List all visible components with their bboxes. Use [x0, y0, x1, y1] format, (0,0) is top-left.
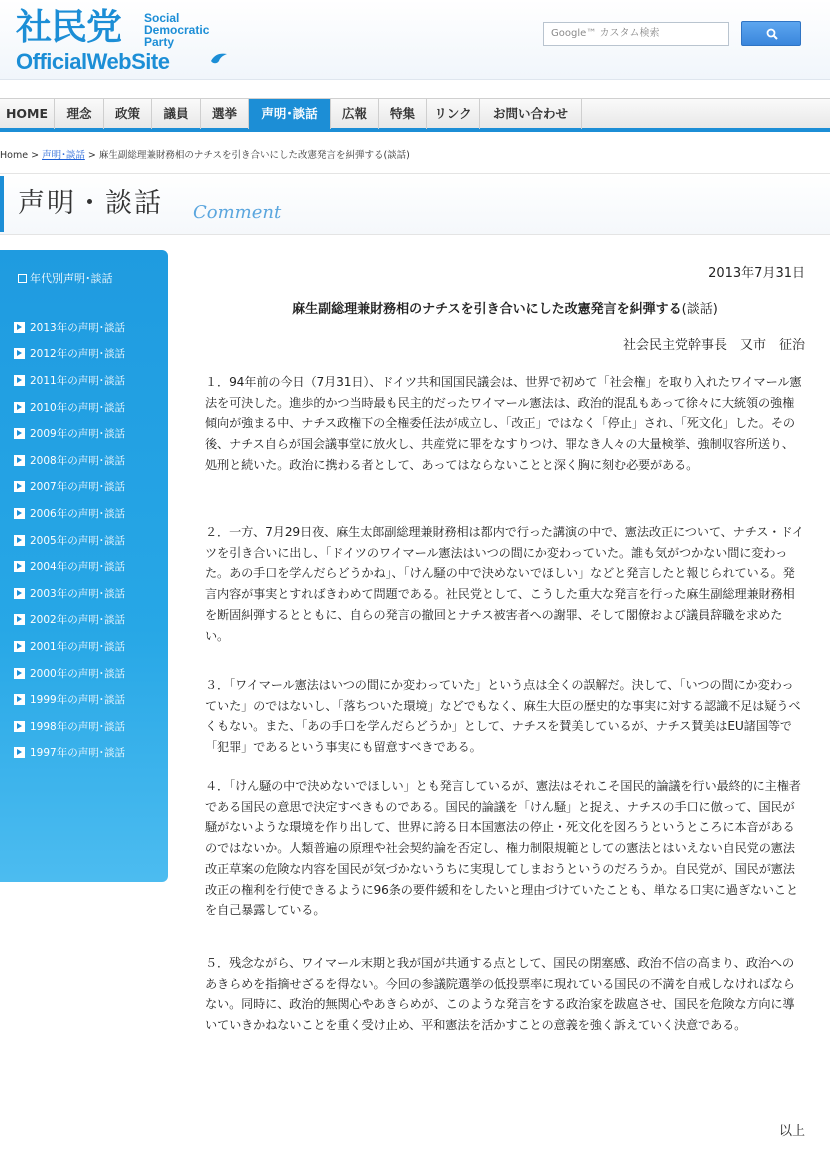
sidebar-item-2001[interactable]: [14, 633, 125, 660]
search-input[interactable]: Google™ カスタム検索: [543, 22, 729, 46]
sidebar-item-label: 1997年の声明･談話: [30, 747, 125, 760]
checkbox-square-icon: [18, 274, 27, 283]
sidebar-item-1998[interactable]: [14, 713, 125, 740]
breadcrumb-home[interactable]: Home: [0, 150, 29, 161]
nav-pr[interactable]: 広報: [331, 99, 379, 129]
dove-icon: [210, 52, 228, 66]
sidebar-item-label: 2009年の声明･談話: [30, 428, 125, 441]
nav-members[interactable]: 議員: [152, 99, 201, 129]
article-title: [205, 298, 805, 317]
nav-contact[interactable]: お問い合わせ: [480, 99, 582, 129]
nav-policy[interactable]: 政策: [104, 99, 152, 129]
nav-features[interactable]: 特集: [379, 99, 427, 129]
search-icon: [766, 28, 778, 40]
article-title-tag: (談話): [681, 302, 718, 317]
arrow-right-icon: [14, 641, 25, 652]
article-paragraph: ４．「けん騒の中で決めないでほしい」とも発言しているが、憲法はそれこそ国民的論議を行い最終的に主権者である国民の意思で決定すべきものである。国民的論議を「けん騒」と捉え、ナチスの手口に倣って、国民が騒がないような環境を作り出して、世界に誇る日本国憲法の停止・死文化を図ろうというところに本音があるのではないか。人類普遍の原理や社会契約論を否定し、権力制限規範としての憲法とはいえない自民党の憲法改正草案の危険な内容を国民が気づかないうちに実現してしまおうというのだろうか。自民党が、国民が憲法改正の権利を行使できるように96条の要件緩和をしたいと理由づけていたことも、単なる口実に過ぎないことを自己暴露している。: [205, 779, 801, 918]
sidebar-item-label: 2005年の声明･談話: [30, 534, 125, 547]
nav-statements[interactable]: 声明･談話: [249, 99, 331, 129]
sidebar-item-2008[interactable]: [14, 447, 125, 474]
arrow-right-icon: [14, 535, 25, 546]
sidebar-item-label: 2003年の声明･談話: [30, 587, 125, 600]
page-title-band: [0, 173, 830, 235]
sidebar-item-label: 2013年の声明･談話: [30, 321, 125, 334]
nav-links[interactable]: リンク: [427, 99, 480, 129]
sidebar-item-label: 2006年の声明･談話: [30, 507, 125, 520]
sidebar-item-2011[interactable]: [14, 367, 125, 394]
logo-en-party: Party: [144, 35, 175, 49]
nav-philosophy[interactable]: 理念: [55, 99, 104, 129]
sidebar-item-2000[interactable]: [14, 660, 125, 687]
logo-en-social: Social: [144, 11, 180, 25]
arrow-right-icon: [14, 694, 25, 705]
site-header: [0, 0, 830, 80]
search-button[interactable]: [741, 21, 801, 46]
breadcrumb-current: 麻生副総理兼財務相のナチスを引き合いにした改憲発言を糾弾する(談話): [98, 150, 410, 161]
sidebar-item-2012[interactable]: [14, 341, 125, 368]
sidebar-item-label: 2002年の声明･談話: [30, 614, 125, 627]
arrow-right-icon: [14, 668, 25, 679]
arrow-right-icon: [14, 561, 25, 572]
sidebar-item-2007[interactable]: [14, 474, 125, 501]
main-nav: [0, 98, 830, 132]
sidebar-item-label: 2004年の声明･談話: [30, 561, 125, 574]
sidebar-item-2013[interactable]: [14, 314, 125, 341]
sidebar-heading-label: 年代別声明･談話: [30, 272, 113, 285]
arrow-right-icon: [14, 508, 25, 519]
article-closing: 以上: [778, 1124, 805, 1139]
sidebar-item-2010[interactable]: [14, 394, 125, 421]
arrow-right-icon: [14, 747, 25, 758]
sidebar-item-2004[interactable]: [14, 553, 125, 580]
sidebar-item-label: 2011年の声明･談話: [30, 374, 125, 387]
logo-kanji: 社民党: [16, 7, 122, 48]
arrow-right-icon: [14, 614, 25, 625]
sidebar-item-label: 2010年の声明･談話: [30, 401, 125, 414]
article-paragraph: ５．残念ながら、ワイマール末期と我が国が共通する点として、国民の閉塞感、政治不信の高まり、政治へのあきらめを指摘せざるを得ない。今回の参議院選挙の低投票率に現れている国民の不満を自戒しなければならない。同時に、政治的無関心やあきらめが、このような発言をする政治家を跋扈させ、国民を危険な方向に導いていきかねないことを重く受け止め、平和憲法を活かすことの意義を強く訴えていく決意である。: [205, 956, 795, 1033]
breadcrumb: [0, 149, 830, 165]
sidebar-item-1997[interactable]: [14, 740, 125, 767]
sidebar-item-label: 2000年の声明･談話: [30, 667, 125, 680]
arrow-right-icon: [14, 375, 25, 386]
sidebar-heading: [18, 272, 113, 286]
sidebar-item-label: 2008年の声明･談話: [30, 454, 125, 467]
sidebar-item-label: 2007年の声明･談話: [30, 481, 125, 494]
sidebar-item-label: 2012年の声明･談話: [30, 348, 125, 361]
sidebar-item-label: 1999年の声明･談話: [30, 694, 125, 707]
arrow-right-icon: [14, 588, 25, 599]
sidebar: [0, 250, 168, 882]
article-title-text: 麻生副総理兼財務相のナチスを引き合いにした改憲発言を糾弾する: [292, 302, 682, 317]
sidebar-item-label: 1998年の声明･談話: [30, 720, 125, 733]
sidebar-item-1999[interactable]: [14, 686, 125, 713]
arrow-right-icon: [14, 428, 25, 439]
article-paragraph: １．94年前の今日（7月31日）、ドイツ共和国国民議会は、世界で初めて「社会権」を取り入れたワイマール憲法を可決した。進歩的かつ当時最も民主的だったワイマール憲法は、政治的混乱もあって徐々に大統領の強権傾向が強まる中、ナチス政権下の全権委任法が成立し、「改正」ではなく「停止」され、「死文化」した。その後、ナチス自らが国会議事堂に放火し、共産党に罪をなすりつけ、罪なき人々の大量検挙、強制収容所送り、処刑と続いた。政治に携わる者として、あってはならないことと深く胸に刻む必要がある。: [205, 375, 802, 472]
page-title: 声明・談話: [18, 188, 163, 219]
arrow-right-icon: [14, 322, 25, 333]
nav-home[interactable]: HOME: [0, 99, 55, 129]
arrow-right-icon: [14, 721, 25, 732]
arrow-right-icon: [14, 455, 25, 466]
sidebar-item-2002[interactable]: [14, 607, 125, 634]
article-paragraph: ３．「ワイマール憲法はいつの間にか変わっていた」という点は全くの誤解だ。決して、「いつの間にか変わっていた」のではないし、「落ちついた環境」などでもなく、麻生大臣の歴史的な事実に対する認識不足は疑うべくもない。また、「あの手口を学んだらどうか」として、ナチスを賛美しているが、ナチス賛美はEU諸国等で「犯罪」であるという事実にも留意すべきである。: [205, 678, 801, 755]
sidebar-item-2006[interactable]: [14, 500, 125, 527]
nav-election[interactable]: 選挙: [201, 99, 249, 129]
logo-site-name: OfficialWebSite: [16, 49, 170, 74]
arrow-right-icon: [14, 481, 25, 492]
sidebar-item-2003[interactable]: [14, 580, 125, 607]
article-paragraph: ２．一方、7月29日夜、麻生太郎副総理兼財務相は都内で行った講演の中で、憲法改正について、ナチス・ドイツを引き合いに出し、「ドイツのワイマール憲法はいつの間にか変わっていた。誰も気がつかない間に変わった。あの手口を学んだらどうかね」、「けん騒の中で決めないでほしい」などと発言したと報じられている。発言内容が事実とすればきわめて問題である。社民党として、こうした重大な発言を行った麻生副総理兼財務相を断固糾弾するとともに、自らの発言の撤回とナチス被害者への謝罪、そして閣僚および議員辞職を求めたい。: [205, 525, 804, 643]
logo-english: [144, 12, 209, 48]
title-accent-bar: [0, 176, 4, 232]
sidebar-item-2005[interactable]: [14, 527, 125, 554]
sidebar-item-2009[interactable]: [14, 420, 125, 447]
page-title-english: Comment: [193, 202, 282, 223]
sidebar-list: [14, 314, 125, 766]
arrow-right-icon: [14, 348, 25, 359]
site-logo[interactable]: [14, 6, 244, 76]
logo-en-democratic: Democratic: [144, 23, 210, 37]
arrow-right-icon: [14, 402, 25, 413]
breadcrumb-separator: >: [84, 150, 99, 161]
breadcrumb-separator: >: [28, 150, 43, 161]
sidebar-item-label: 2001年の声明･談話: [30, 640, 125, 653]
breadcrumb-section-link[interactable]: 声明･談話: [42, 150, 85, 161]
article-author: 社会民主党幹事長 又市 征治: [622, 338, 805, 353]
article-date: 2013年7月31日: [708, 266, 805, 281]
